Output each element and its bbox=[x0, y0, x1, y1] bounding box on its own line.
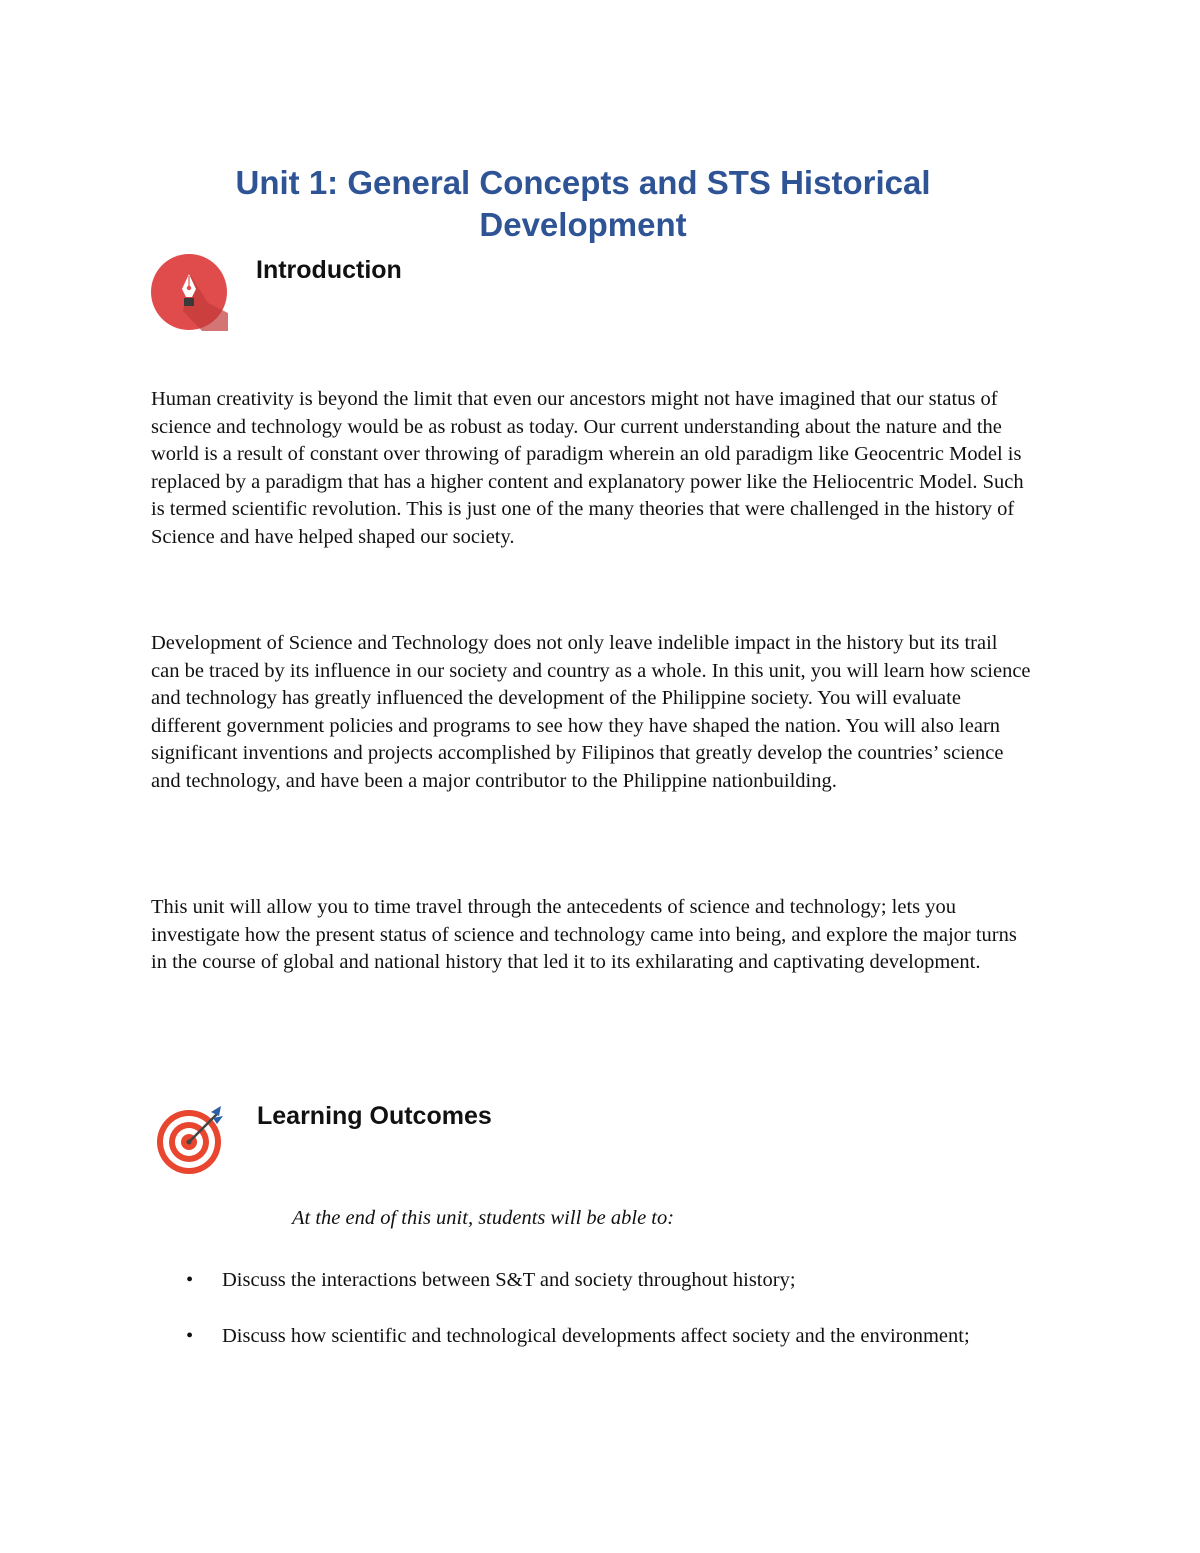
outcome-text: Discuss how scientific and technological developments affect society and the environment; bbox=[222, 1325, 970, 1347]
target-icon bbox=[155, 1104, 227, 1176]
intro-paragraph-1: Human creativity is beyond the limit that even our ancestors might not have imagined that our status of science and technology would be as robust as today. Our current understanding about the nature and the world is a result of constant over throwing of paradigm wherein an old paradigm like Geocentric Model is replaced by a paradigm that has a higher content and explanatory power like the Heliocentric Model. Such is termed scientific revolution. This is just one of the many theories that were challenged in the history of Science and have helped shaped our society. bbox=[151, 388, 1024, 548]
intro-paragraph-3: This unit will allow you to time travel through the antecedents of science and technology; lets you investigate how the present status of science and technology came into being, and explore the major turns in the course of global and national history that led it to its exhilarating and captivating development. bbox=[151, 896, 1017, 974]
introduction-heading: Introduction bbox=[256, 256, 402, 284]
outcomes-lead-in: At the end of this unit, students will be able to: bbox=[292, 1207, 675, 1229]
bullet-icon: • bbox=[186, 1269, 194, 1291]
intro-paragraph-2: Development of Science and Technology does not only leave indelible impact in the history but its trail can be traced by its influence in our society and country as a whole. In this unit, you will learn how science and technology has greatly influenced the development of the Philippine society. You will evaluate different government policies and programs to see how they have shaped the nation. You will also learn significant inventions and projects accomplished by Filipinos that greatly develop the countries’ science and technology, and have been a major contributor to the Philippine nationbuilding. bbox=[151, 632, 1031, 792]
learning-outcomes-heading: Learning Outcomes bbox=[257, 1102, 492, 1130]
outcome-text: Discuss the interactions between S&T and society throughout history; bbox=[222, 1269, 796, 1291]
list-item bbox=[186, 1266, 1006, 1294]
list-item bbox=[186, 1322, 1006, 1350]
page-title: Unit 1: General Concepts and STS Historical Development bbox=[235, 164, 931, 244]
learning-outcomes-list bbox=[186, 1266, 1006, 1378]
bullet-icon: • bbox=[186, 1325, 194, 1347]
pen-nib-icon bbox=[150, 253, 228, 331]
